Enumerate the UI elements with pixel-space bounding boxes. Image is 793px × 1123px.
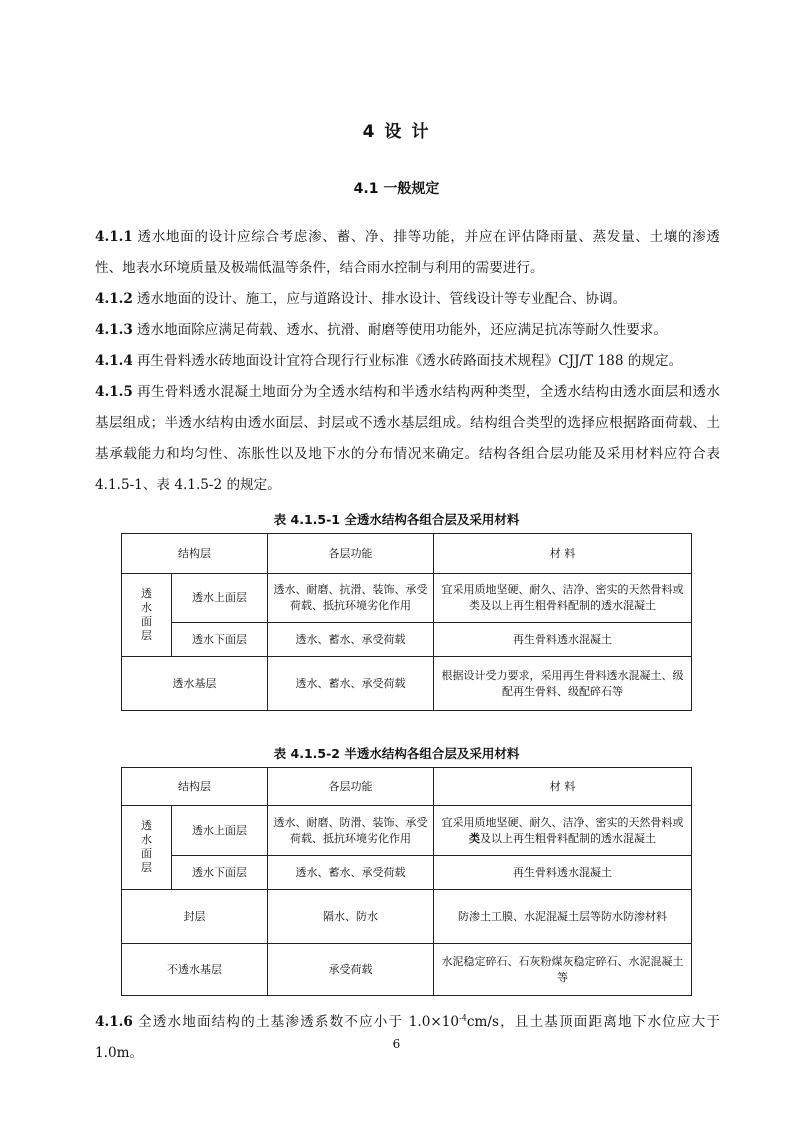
material-text-a: 宜采用质地坚硬、耐久、洁净、密实的天然骨料或 [441,815,684,829]
exponent: -4 [459,1013,467,1023]
clause-text: 透水地面除应满足荷载、透水、抗滑、耐磨等使用功能外，还应满足抗冻等耐久性要求。 [136,322,667,338]
function-cell: 承受荷载 [268,944,434,996]
table-row [122,890,692,944]
table-row [122,944,692,996]
table-row [122,623,692,657]
material-text-c: 及以上再生粗骨料配制的透水混凝土 [480,831,656,845]
material-cell: 水泥稳定碎石、石灰粉煤灰稳定碎石、水泥混凝土等 [434,944,692,996]
clause-4-1-1 [95,222,720,284]
function-cell: 隔水、防水 [268,890,434,944]
clause-text-b: cm/s，且土基顶面距离地下水位应大于 1.0m。 [95,1014,720,1061]
function-cell: 透水、耐磨、防滑、装饰、承受荷载、抵抗环境劣化作用 [268,806,434,856]
group-label-cell [122,806,172,890]
clause-number: 4.1.3 [95,322,133,338]
header-material: 材 料 [434,768,692,806]
layer-cell: 透水上面层 [172,574,268,623]
function-cell: 透水、耐磨、抗滑、装饰、承受荷载、抵抗环境劣化作用 [268,574,434,623]
header-material: 材 料 [434,534,692,574]
clause-number: 4.1.6 [95,1014,133,1030]
clause-text-a: 全透水地面结构的土基渗透系数不应小于 1.0×10 [136,1014,460,1030]
function-cell: 透水、蓄水、承受荷载 [268,657,434,711]
table-header-row [122,768,692,806]
group-label-cell [122,574,172,657]
group-label: 透水面层 [141,819,152,874]
clause-number: 4.1.5 [95,384,133,400]
layer-cell: 透水上面层 [172,806,268,856]
clause-4-1-2 [95,284,720,315]
header-structure-layer: 结构层 [122,768,268,806]
table-row [122,856,692,890]
material-cell: 根据设计受力要求，采用再生骨料透水混凝土、级配再生骨料、级配碎石等 [434,657,692,711]
material-cell [434,806,692,856]
clause-4-1-3 [95,315,720,346]
function-cell: 透水、蓄水、承受荷载 [268,623,434,657]
group-label: 透水面层 [141,586,152,642]
header-function: 各层功能 [268,534,434,574]
table1 [121,533,692,711]
material-cell: 再生骨料透水混凝土 [434,856,692,890]
clause-text: 透水地面的设计应综合考虑渗、蓄、净、排等功能，并应在评估降雨量、蒸发量、土壤的渗透性、地表水环境质量及极端低温等条件，结合雨水控制与利用的需要进行。 [95,229,720,276]
table-row [122,657,692,711]
chapter-title: 4 设 计 [362,122,431,142]
clause-number: 4.1.1 [95,229,133,245]
table2 [121,767,692,996]
table-row [122,574,692,623]
table-row [122,806,692,856]
clause-text: 再生骨料透水混凝土地面分为全透水结构和半透水结构两种类型，全透水结构由透水面层和透水基层组成；半透水结构由透水面层、封层或不透水基层组成。结构组合类型的选择应根据路面荷载、土基承载能力和均匀性、冻胀性以及地下水的分布情况来确定。结构各组合层功能及采用材料应符合表 4.1.5-1、表 4.1.5-2 的规定。 [95,384,720,493]
table-header-row [122,534,692,574]
clause-text: 透水地面的设计、施工，应与道路设计、排水设计、管线设计等专业配合、协调。 [136,291,627,307]
section-title: 4.1 一般规定 [353,181,440,197]
table2-caption: 表 4.1.5-2 半透水结构各组合层及采用材料 [273,746,520,761]
function-cell: 透水、蓄水、承受荷载 [268,856,434,890]
clause-4-1-4 [95,346,720,377]
layer-cell: 透水下面层 [172,856,268,890]
material-cell: 再生骨料透水混凝土 [434,623,692,657]
clause-text: 再生骨料透水砖地面设计宜符合现行行业标准《透水砖路面技术规程》CJJ/T 188 的规定。 [136,353,683,369]
clause-number: 4.1.4 [95,353,133,369]
table1-caption: 表 4.1.5-1 全透水结构各组合层及采用材料 [273,512,520,527]
page-number: 6 [392,1037,401,1051]
layer-cell: 不透水基层 [122,944,268,996]
header-function: 各层功能 [268,768,434,806]
material-cell: 宜采用质地坚硬、耐久、洁净、密实的天然骨料或 类及以上再生粗骨料配制的透水混凝土 [434,574,692,623]
layer-cell: 封层 [122,890,268,944]
clause-number: 4.1.2 [95,291,133,307]
layer-cell: 透水下面层 [172,623,268,657]
material-cell: 防渗土工膜、水泥混凝土层等防水防渗材料 [434,890,692,944]
clause-4-1-5 [95,377,720,501]
material-text-b: 类 [469,831,480,845]
layer-cell: 透水基层 [122,657,268,711]
header-structure-layer: 结构层 [122,534,268,574]
